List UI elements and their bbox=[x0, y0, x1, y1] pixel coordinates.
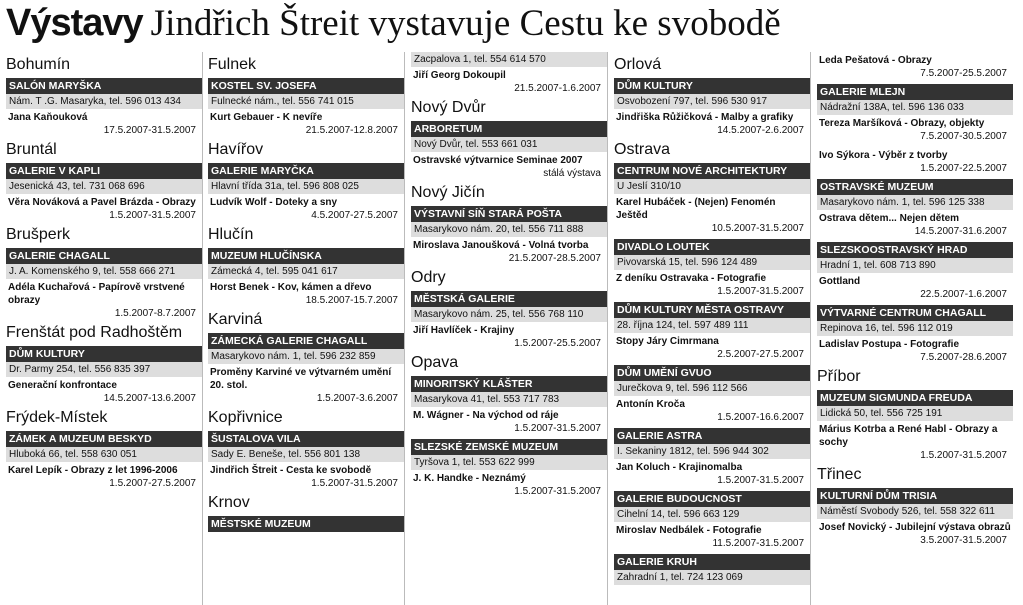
venue-name: GALERIE ASTRA bbox=[614, 428, 810, 444]
listing-entry bbox=[614, 491, 810, 550]
exhibition-dates: 1.5.2007-3.6.2007 bbox=[316, 393, 398, 404]
venue-address: J. A. Komenského 9, tel. 558 666 271 bbox=[6, 264, 202, 279]
exhibition-dates: 21.5.2007-12.8.2007 bbox=[305, 125, 398, 136]
venue-address: Repinova 16, tel. 596 112 019 bbox=[817, 321, 1013, 336]
venue-name: DŮM KULTURY bbox=[6, 346, 202, 362]
venue-name: GALERIE BUDOUCNOST bbox=[614, 491, 810, 507]
exhibition-title: Jindřich Štreit - Cesta ke svobodě bbox=[210, 465, 372, 476]
venue-name: SLEZSKÉ ZEMSKÉ MUZEUM bbox=[411, 439, 607, 455]
column-4 bbox=[614, 52, 811, 605]
exhibition-dates: 1.5.2007-31.5.2007 bbox=[920, 450, 1007, 461]
listing-entry bbox=[6, 163, 202, 222]
listing-entry bbox=[817, 179, 1013, 238]
venue-name: MĚSTSKÉ MUZEUM bbox=[208, 516, 404, 532]
venue-name: VÝTVARNÉ CENTRUM CHAGALL bbox=[817, 305, 1013, 321]
exhibition-title: Karel Lepík - Obrazy z let 1996-2006 bbox=[8, 465, 178, 476]
exhibition-title: Adéla Kuchařová - Papírově vrstvené obrazy bbox=[8, 282, 185, 306]
venue-name: CENTRUM NOVÉ ARCHITEKTURY bbox=[614, 163, 810, 179]
listing-entry bbox=[614, 78, 810, 137]
venue-address: Náměstí Svobody 526, tel. 558 322 611 bbox=[817, 504, 1013, 519]
venue-address: Masarykovo nám. 1, tel. 596 125 338 bbox=[817, 195, 1013, 210]
listing-entry bbox=[6, 431, 202, 490]
city-heading: Nový Dvůr bbox=[411, 99, 486, 116]
venue-address: Cihelní 14, tel. 596 663 129 bbox=[614, 507, 810, 522]
exhibition-title: Tereza Maršíková - Obrazy, objekty bbox=[819, 118, 985, 129]
venue-name: MĚSTSKÁ GALERIE bbox=[411, 291, 607, 307]
listing-entry bbox=[6, 78, 202, 137]
listing-entry bbox=[614, 365, 810, 424]
venue-address: Jurečkova 9, tel. 596 112 566 bbox=[614, 381, 810, 396]
venue-address: Nový Dvůr, tel. 553 661 031 bbox=[411, 137, 607, 152]
exhibition-dates: 1.5.2007-31.5.2007 bbox=[717, 286, 804, 297]
city-heading: Karviná bbox=[208, 311, 263, 328]
listing-entry bbox=[208, 248, 404, 307]
exhibition-title: Stopy Járy Cimrmana bbox=[616, 336, 719, 347]
exhibition-dates: 14.5.2007-13.6.2007 bbox=[103, 393, 196, 404]
exhibition-title: Proměny Karviné ve výtvarném umění 20. stol. bbox=[210, 367, 392, 391]
city-heading: Hlučín bbox=[208, 226, 254, 243]
listing-entry bbox=[817, 52, 1013, 80]
listing-entry bbox=[208, 78, 404, 137]
venue-address: Masarykova 41, tel. 553 717 783 bbox=[411, 392, 607, 407]
city-heading: Kopřivnice bbox=[208, 409, 283, 426]
city-heading: Frenštát pod Radhoštěm bbox=[6, 324, 183, 341]
venue-name: GALERIE CHAGALL bbox=[6, 248, 202, 264]
exhibition-title: Ivo Sýkora - Výběr z tvorby bbox=[819, 150, 948, 161]
listing-entry bbox=[208, 333, 404, 405]
city-heading: Fulnek bbox=[208, 56, 257, 73]
venue-address: U Jeslí 310/10 bbox=[614, 179, 810, 194]
exhibition-title: Karel Hubáček - (Nejen) Fenomén Ještěd bbox=[616, 197, 776, 221]
venue-address: Hluboká 66, tel. 558 630 051 bbox=[6, 447, 202, 462]
city-heading: Frýdek-Místek bbox=[6, 409, 108, 426]
section-title: Výstavy bbox=[6, 2, 143, 44]
venue-name: DIVADLO LOUTEK bbox=[614, 239, 810, 255]
listing-entry bbox=[817, 84, 1013, 143]
exhibition-title: Jiří Georg Dokoupil bbox=[413, 70, 506, 81]
venue-name: GALERIE V KAPLI bbox=[6, 163, 202, 179]
venue-name: VÝSTAVNÍ SÍŇ STARÁ POŠTA bbox=[411, 206, 607, 222]
venue-address: Nádražní 138A, tel. 596 136 033 bbox=[817, 100, 1013, 115]
exhibition-dates: 1.5.2007-31.5.2007 bbox=[514, 423, 601, 434]
exhibition-title: Z deníku Ostravaka - Fotografie bbox=[616, 273, 767, 284]
exhibition-dates: 7.5.2007-25.5.2007 bbox=[920, 68, 1007, 79]
exhibition-dates: 1.5.2007-31.5.2007 bbox=[311, 478, 398, 489]
listing-entry bbox=[208, 163, 404, 222]
exhibition-dates: 1.5.2007-31.5.2007 bbox=[514, 486, 601, 497]
exhibition-title: Kurt Gebauer - K nevíře bbox=[210, 112, 323, 123]
article-title: Jindřich Štreit vystavuje Cestu ke svobodě bbox=[150, 3, 781, 44]
listing-entry bbox=[208, 516, 404, 532]
venue-address: I. Sekaniny 1812, tel. 596 944 302 bbox=[614, 444, 810, 459]
venue-address: Pivovarská 15, tel. 596 124 489 bbox=[614, 255, 810, 270]
exhibition-title: Márius Kotrba a René Habl - Obrazy a sochy bbox=[819, 424, 998, 448]
column-5 bbox=[817, 52, 1013, 605]
exhibition-title: Jana Kaňouková bbox=[8, 112, 88, 123]
listing-entry bbox=[411, 121, 607, 180]
city-heading: Havířov bbox=[208, 141, 264, 158]
exhibition-dates: 3.5.2007-31.5.2007 bbox=[920, 535, 1007, 546]
venue-name: MUZEUM HLUČÍNSKA bbox=[208, 248, 404, 264]
venue-address: Sady E. Beneše, tel. 556 801 138 bbox=[208, 447, 404, 462]
city-heading: Krnov bbox=[208, 494, 250, 511]
venue-name: ZÁMECKÁ GALERIE CHAGALL bbox=[208, 333, 404, 349]
exhibition-dates: stálá výstava bbox=[543, 168, 601, 179]
venue-address: Zacpalova 1, tel. 554 614 570 bbox=[411, 52, 607, 67]
venue-address: Fulnecké nám., tel. 556 741 015 bbox=[208, 94, 404, 109]
venue-address: Masarykovo nám. 20, tel. 556 711 888 bbox=[411, 222, 607, 237]
listing-entry bbox=[614, 239, 810, 298]
exhibition-dates: 21.5.2007-1.6.2007 bbox=[514, 83, 601, 94]
exhibition-title: Jindřiška Růžičková - Malby a grafiky bbox=[616, 112, 794, 123]
venue-address: Dr. Parmy 254, tel. 556 835 397 bbox=[6, 362, 202, 377]
exhibition-title: Antonín Kroča bbox=[616, 399, 685, 410]
venue-name: GALERIE MARYČKA bbox=[208, 163, 404, 179]
venue-address: 28. října 124, tel. 597 489 111 bbox=[614, 318, 810, 333]
exhibition-title: Jan Koluch - Krajinomalba bbox=[616, 462, 743, 473]
city-heading: Orlová bbox=[614, 56, 662, 73]
venue-name: DŮM KULTURY MĚSTA OSTRAVY bbox=[614, 302, 810, 318]
exhibition-dates: 7.5.2007-30.5.2007 bbox=[920, 131, 1007, 142]
venue-name: SALÓN MARYŠKA bbox=[6, 78, 202, 94]
city-heading: Ostrava bbox=[614, 141, 671, 158]
exhibition-dates: 18.5.2007-15.7.2007 bbox=[305, 295, 398, 306]
venue-address: Masarykovo nám. 25, tel. 556 768 110 bbox=[411, 307, 607, 322]
listing-entry bbox=[614, 302, 810, 361]
venue-name: OSTRAVSKÉ MUZEUM bbox=[817, 179, 1013, 195]
venue-address: Tyršova 1, tel. 553 622 999 bbox=[411, 455, 607, 470]
exhibition-dates: 21.5.2007-28.5.2007 bbox=[508, 253, 601, 264]
city-heading: Bruntál bbox=[6, 141, 57, 158]
venue-name: ZÁMEK A MUZEUM BESKYD bbox=[6, 431, 202, 447]
exhibition-dates: 1.5.2007-31.5.2007 bbox=[109, 210, 196, 221]
venue-address: Nám. T .G. Masaryka, tel. 596 013 434 bbox=[6, 94, 202, 109]
exhibition-title: Miroslava Janoušková - Volná tvorba bbox=[413, 240, 589, 251]
column-3 bbox=[411, 52, 608, 605]
exhibition-title: Jiří Havlíček - Krajiny bbox=[413, 325, 515, 336]
exhibition-dates: 11.5.2007-31.5.2007 bbox=[712, 538, 804, 549]
exhibition-dates: 1.5.2007-22.5.2007 bbox=[920, 163, 1007, 174]
city-heading: Třinec bbox=[817, 466, 862, 483]
exhibition-dates: 14.5.2007-31.6.2007 bbox=[914, 226, 1007, 237]
venue-address: Masarykovo nám. 1, tel. 596 232 859 bbox=[208, 349, 404, 364]
venue-name: DŮM KULTURY bbox=[614, 78, 810, 94]
venue-name: MINORITSKÝ KLÁŠTER bbox=[411, 376, 607, 392]
listing-entry bbox=[411, 291, 607, 350]
listing-entry bbox=[6, 346, 202, 405]
city-heading: Nový Jičín bbox=[411, 184, 485, 201]
venue-address: Lidická 50, tel. 556 725 191 bbox=[817, 406, 1013, 421]
exhibition-title: Ludvík Wolf - Doteky a sny bbox=[210, 197, 338, 208]
exhibition-dates: 1.5.2007-27.5.2007 bbox=[109, 478, 196, 489]
city-heading: Odry bbox=[411, 269, 446, 286]
venue-address: Jesenická 43, tel. 731 068 696 bbox=[6, 179, 202, 194]
listing-entry bbox=[817, 305, 1013, 364]
exhibition-title: Gottland bbox=[819, 276, 861, 287]
venue-address: Hradní 1, tel. 608 713 890 bbox=[817, 258, 1013, 273]
city-heading: Brušperk bbox=[6, 226, 71, 243]
listing-entry bbox=[411, 376, 607, 435]
exhibition-title: Horst Benek - Kov, kámen a dřevo bbox=[210, 282, 372, 293]
listing-entry bbox=[817, 488, 1013, 547]
column-1 bbox=[6, 52, 203, 605]
exhibition-dates: 1.5.2007-25.5.2007 bbox=[514, 338, 601, 349]
exhibition-dates: 1.5.2007-8.7.2007 bbox=[114, 308, 196, 319]
exhibition-title: Generační konfrontace bbox=[8, 380, 117, 391]
venue-address: Hlavní třída 31a, tel. 596 808 025 bbox=[208, 179, 404, 194]
listing-entry bbox=[208, 431, 404, 490]
listing-entry bbox=[614, 428, 810, 487]
exhibition-title: M. Wágner - Na východ od ráje bbox=[413, 410, 559, 421]
exhibition-title: Ostrava dětem... Nejen dětem bbox=[819, 213, 960, 224]
exhibition-title: Josef Novický - Jubilejní výstava obrazů bbox=[819, 522, 1011, 533]
exhibition-dates: 14.5.2007-2.6.2007 bbox=[717, 125, 804, 136]
exhibition-dates: 2.5.2007-27.5.2007 bbox=[717, 349, 804, 360]
listing-entry bbox=[411, 206, 607, 265]
listing-entry bbox=[411, 439, 607, 498]
column-2 bbox=[208, 52, 405, 605]
exhibition-dates: 4.5.2007-27.5.2007 bbox=[311, 210, 398, 221]
exhibition-dates: 17.5.2007-31.5.2007 bbox=[103, 125, 196, 136]
listing-entry bbox=[614, 163, 810, 235]
venue-name: GALERIE KRUH bbox=[614, 554, 810, 570]
listing-entry bbox=[817, 390, 1013, 462]
venue-name: MUZEUM SIGMUNDA FREUDA bbox=[817, 390, 1013, 406]
exhibition-dates: 22.5.2007-1.6.2007 bbox=[920, 289, 1007, 300]
venue-name: ARBORETUM bbox=[411, 121, 607, 137]
venue-address: Zámecká 4, tel. 595 041 617 bbox=[208, 264, 404, 279]
venue-name: GALERIE MLEJN bbox=[817, 84, 1013, 100]
page-header bbox=[6, 2, 781, 46]
exhibition-dates: 10.5.2007-31.5.2007 bbox=[711, 223, 804, 234]
exhibition-title: Ostravské výtvarnice Seminae 2007 bbox=[413, 155, 583, 166]
venue-name: DŮM UMĚNÍ GVUO bbox=[614, 365, 810, 381]
exhibition-dates: 1.5.2007-16.6.2007 bbox=[717, 412, 804, 423]
exhibition-dates: 7.5.2007-28.6.2007 bbox=[920, 352, 1007, 363]
exhibition-title: J. K. Handke - Neznámý bbox=[413, 473, 526, 484]
listing-entry bbox=[817, 147, 1013, 175]
venue-name: KULTURNÍ DŮM TRISIA bbox=[817, 488, 1013, 504]
city-heading: Příbor bbox=[817, 368, 861, 385]
exhibition-title: Ladislav Postupa - Fotografie bbox=[819, 339, 960, 350]
city-heading: Opava bbox=[411, 354, 459, 371]
listing-entry bbox=[6, 248, 202, 320]
exhibition-title: Věra Nováková a Pavel Brázda - Obrazy bbox=[8, 197, 196, 208]
venue-name: SLEZSKOOSTRAVSKÝ HRAD bbox=[817, 242, 1013, 258]
exhibition-title: Leda Pešatová - Obrazy bbox=[819, 55, 932, 66]
venue-address: Osvobození 797, tel. 596 530 917 bbox=[614, 94, 810, 109]
exhibition-title: Miroslav Nedbálek - Fotografie bbox=[616, 525, 762, 536]
listing-entry bbox=[817, 242, 1013, 301]
venue-name: ŠUSTALOVA VILA bbox=[208, 431, 404, 447]
listing-entry bbox=[614, 554, 810, 585]
venue-address: Zahradní 1, tel. 724 123 069 bbox=[614, 570, 810, 585]
city-heading: Bohumín bbox=[6, 56, 71, 73]
listing-entry bbox=[411, 52, 607, 95]
exhibition-dates: 1.5.2007-31.5.2007 bbox=[717, 475, 804, 486]
venue-name: KOSTEL SV. JOSEFA bbox=[208, 78, 404, 94]
